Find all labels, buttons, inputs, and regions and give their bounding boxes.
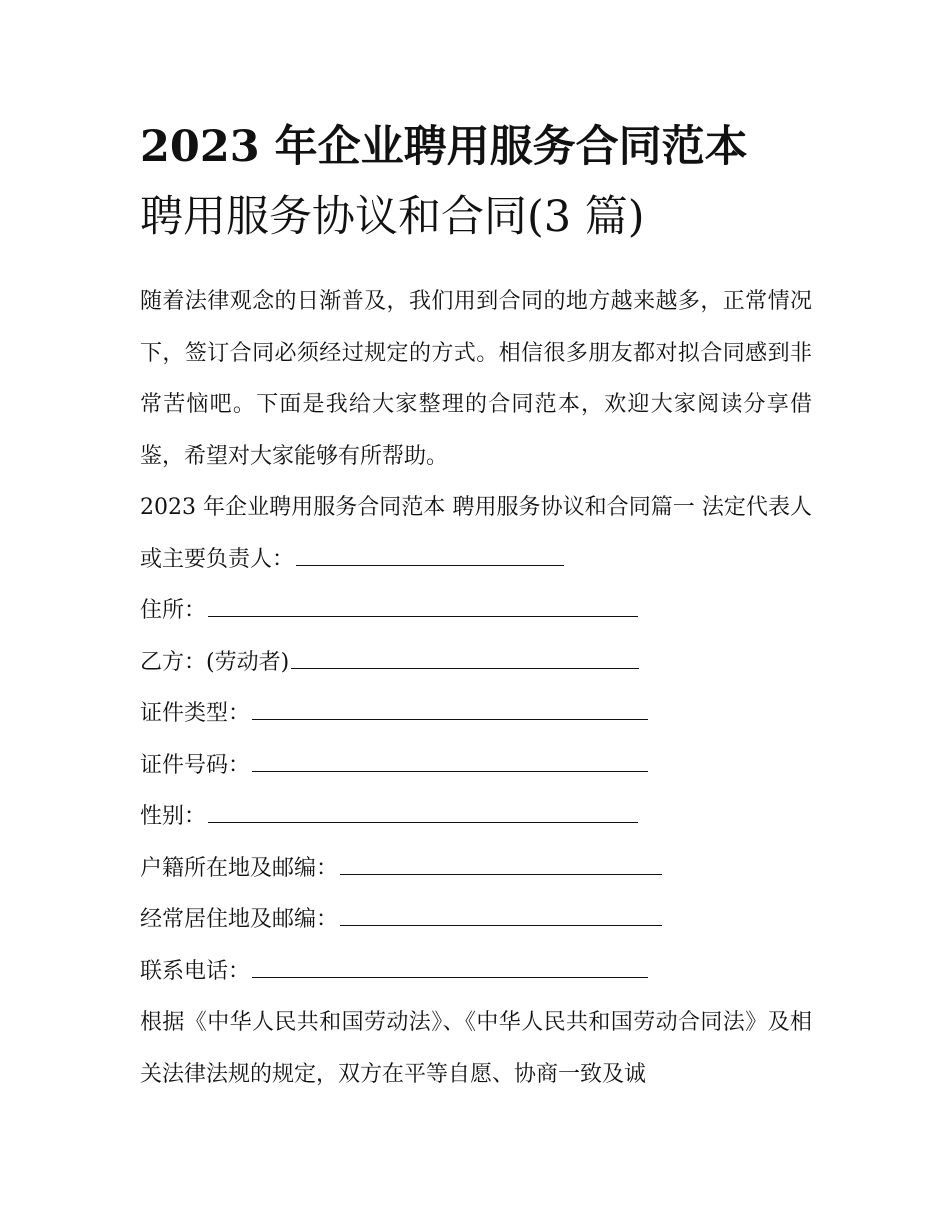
field-id-type	[140, 688, 812, 740]
section-intro-text: 2023 年企业聘用服务合同范本 聘用服务协议和合同篇一 法定代表人或主要负责人：	[140, 495, 812, 572]
field-residence-address	[140, 894, 812, 946]
field-label: 经常居住地及邮编：	[140, 907, 339, 932]
household-address-blank[interactable]	[340, 858, 662, 875]
document-title	[140, 112, 812, 252]
field-phone	[140, 946, 812, 998]
section-intro	[140, 482, 812, 585]
field-label: 乙方：(劳动者)	[140, 649, 290, 675]
field-label: 性别：	[140, 804, 207, 829]
field-label: 联系电话：	[140, 958, 251, 984]
title-line-1: 2023 年企业聘用服务合同范本	[140, 122, 748, 172]
closing-paragraph: 根据《中华人民共和国劳动法》、《中华人民共和国劳动合同法》及相关法律法规的规定，双方在平等自愿、协商一致及诚	[140, 1010, 812, 1087]
id-type-blank[interactable]	[252, 703, 648, 720]
id-number-blank[interactable]	[252, 755, 648, 772]
title-line-2: 聘用服务协议和合同(3 篇)	[140, 192, 645, 242]
gender-blank[interactable]	[208, 806, 638, 823]
field-household-address	[140, 843, 812, 895]
party-b-blank[interactable]	[291, 652, 639, 669]
residence-blank[interactable]	[208, 600, 638, 617]
field-party-b	[140, 637, 812, 689]
field-residence	[140, 585, 812, 637]
representative-blank[interactable]	[296, 549, 564, 566]
document-page	[140, 112, 812, 1100]
field-id-number	[140, 740, 812, 792]
field-label: 住所：	[140, 598, 207, 623]
field-gender	[140, 791, 812, 843]
field-label: 证件类型：	[140, 701, 251, 726]
field-label: 户籍所在地及邮编：	[140, 855, 339, 881]
phone-blank[interactable]	[252, 961, 648, 978]
residence-address-blank[interactable]	[340, 909, 662, 926]
field-label: 证件号码：	[140, 752, 251, 778]
intro-paragraph: 随着法律观念的日渐普及，我们用到合同的地方越来越多，正常情况下，签订合同必须经过规定的方式。相信很多朋友都对拟合同感到非常苦恼吧。下面是我给大家整理的合同范本，欢迎大家阅读分享借鉴，希望对大家能够有所帮助。	[140, 289, 812, 469]
